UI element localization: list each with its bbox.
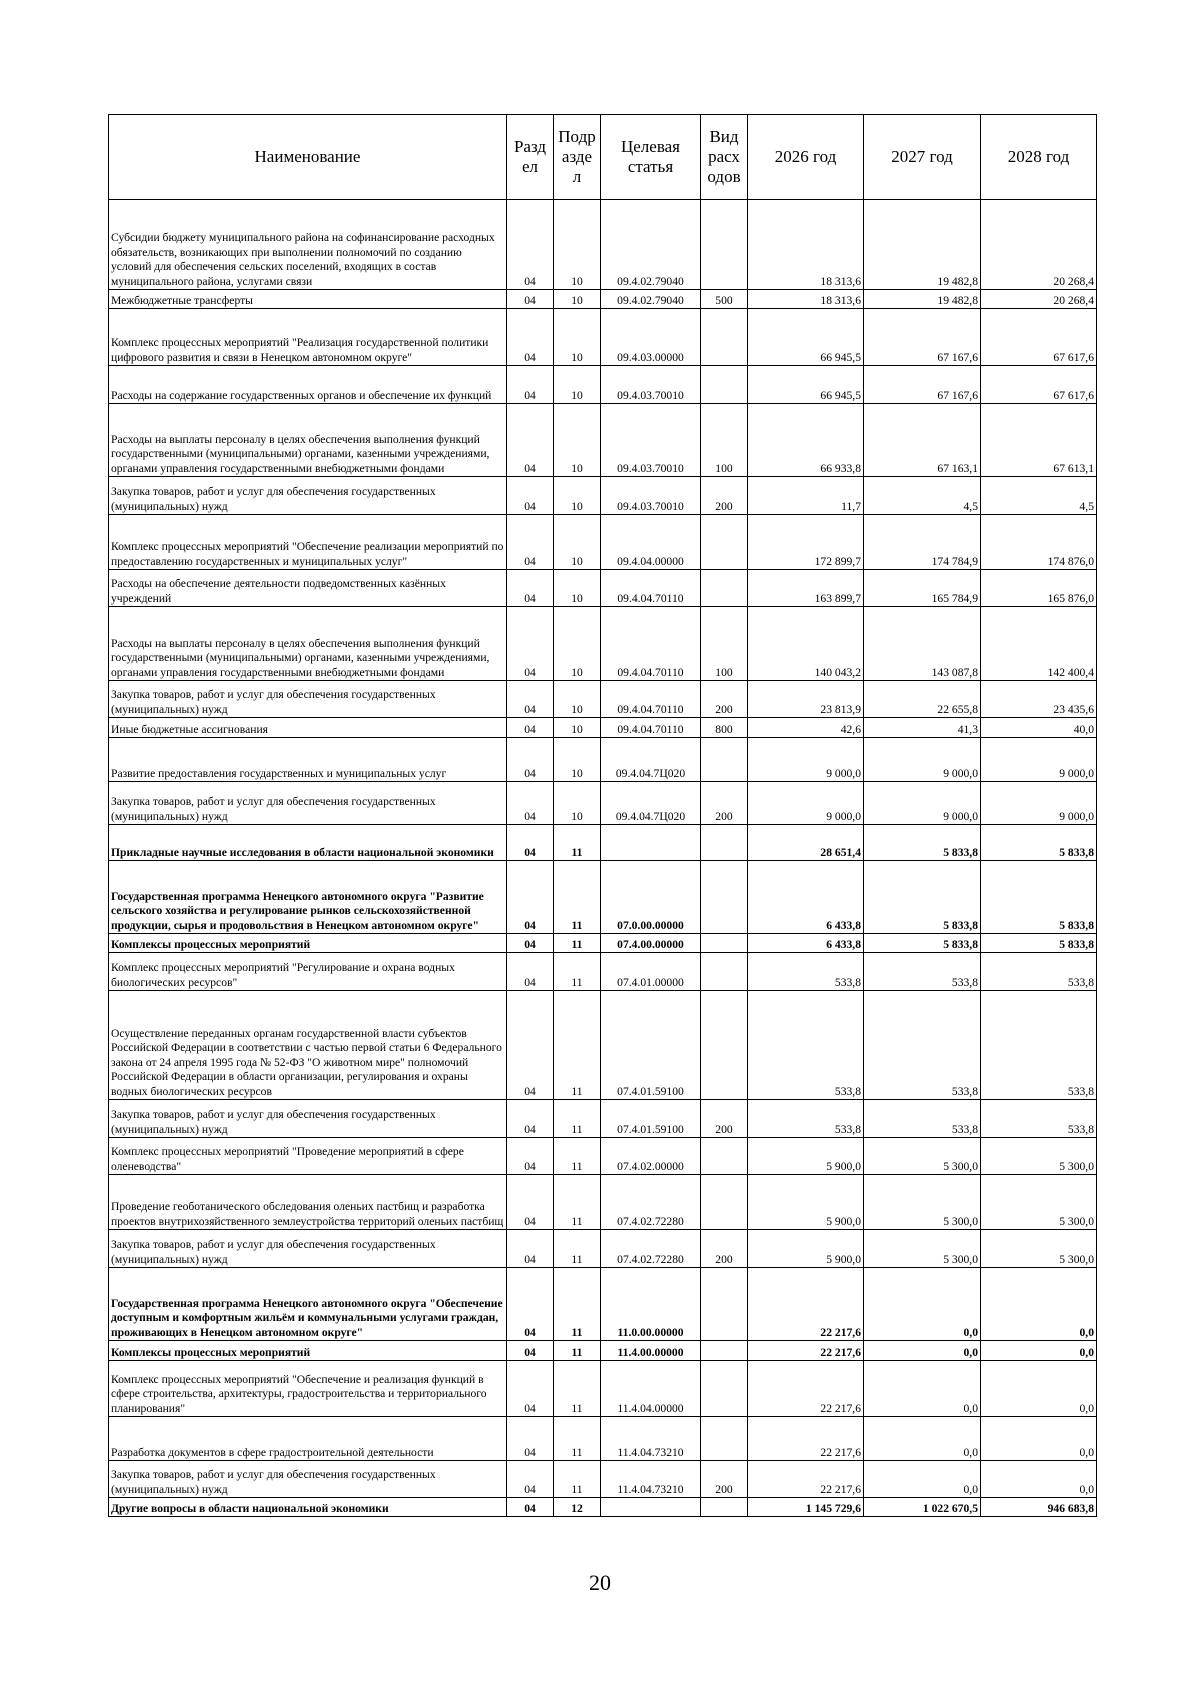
cell-year-2027: 67 163,1 [864, 404, 981, 477]
cell-expense-type: 100 [701, 404, 748, 477]
cell-year-2026: 18 313,6 [748, 290, 864, 309]
cell-name: Закупка товаров, работ и услуг для обеспечения государственных (муниципальных) нужд [109, 477, 507, 515]
cell-expense-type: 200 [701, 477, 748, 515]
cell-podrazdel: 11 [554, 1341, 601, 1361]
cell-year-2026: 66 933,8 [748, 404, 864, 477]
cell-year-2028: 533,8 [981, 1100, 1097, 1138]
cell-razdel: 04 [507, 477, 554, 515]
cell-year-2027: 174 784,9 [864, 515, 981, 570]
cell-year-2027: 533,8 [864, 953, 981, 991]
cell-year-2028: 0,0 [981, 1417, 1097, 1461]
budget-table [108, 114, 1097, 1517]
cell-year-2027: 0,0 [864, 1341, 981, 1361]
cell-razdel: 04 [507, 861, 554, 934]
cell-expense-type [701, 1268, 748, 1341]
cell-year-2027: 22 655,8 [864, 681, 981, 718]
table-row [109, 1138, 1097, 1175]
cell-year-2028: 4,5 [981, 477, 1097, 515]
cell-year-2028: 23 435,6 [981, 681, 1097, 718]
cell-year-2028: 67 617,6 [981, 309, 1097, 366]
cell-podrazdel: 11 [554, 1100, 601, 1138]
header-name: Наименование [109, 115, 507, 200]
cell-year-2028: 0,0 [981, 1361, 1097, 1417]
header-year-2028: 2028 год [981, 115, 1097, 200]
header-year-2027: 2027 год [864, 115, 981, 200]
cell-target-article: 07.4.02.72280 [601, 1230, 701, 1268]
cell-expense-type [701, 1341, 748, 1361]
cell-year-2027: 5 833,8 [864, 861, 981, 934]
cell-razdel: 04 [507, 953, 554, 991]
cell-year-2026: 22 217,6 [748, 1268, 864, 1341]
cell-expense-type [701, 570, 748, 607]
cell-podrazdel: 10 [554, 738, 601, 782]
cell-razdel: 04 [507, 1498, 554, 1517]
cell-expense-type [701, 1417, 748, 1461]
cell-year-2027: 5 300,0 [864, 1175, 981, 1230]
cell-year-2026: 163 899,7 [748, 570, 864, 607]
cell-year-2026: 66 945,5 [748, 366, 864, 404]
cell-name: Прикладные научные исследования в области национальной экономики [109, 825, 507, 861]
cell-razdel: 04 [507, 404, 554, 477]
table-header-row [109, 115, 1097, 200]
cell-target-article: 07.4.02.72280 [601, 1175, 701, 1230]
cell-name: Комплексы процессных мероприятий [109, 1341, 507, 1361]
cell-year-2027: 67 167,6 [864, 366, 981, 404]
cell-expense-type [701, 515, 748, 570]
table-body [109, 200, 1097, 1517]
cell-year-2028: 0,0 [981, 1341, 1097, 1361]
table-row [109, 953, 1097, 991]
cell-year-2028: 533,8 [981, 991, 1097, 1100]
table-row [109, 477, 1097, 515]
cell-name: Комплекс процессных мероприятий "Реализация государственной политики цифрового развития и связи в Ненецком автономном округе" [109, 309, 507, 366]
cell-name: Закупка товаров, работ и услуг для обеспечения государственных (муниципальных) нужд [109, 782, 507, 825]
table-row [109, 570, 1097, 607]
table-row [109, 366, 1097, 404]
cell-year-2026: 22 217,6 [748, 1341, 864, 1361]
page-number: 20 [589, 1570, 611, 1595]
cell-name: Комплекс процессных мероприятий "Проведение мероприятий в сфере оленеводства" [109, 1138, 507, 1175]
cell-expense-type [701, 366, 748, 404]
cell-year-2026: 28 651,4 [748, 825, 864, 861]
cell-target-article: 07.4.01.59100 [601, 991, 701, 1100]
cell-expense-type: 500 [701, 290, 748, 309]
cell-year-2028: 5 833,8 [981, 825, 1097, 861]
cell-razdel: 04 [507, 607, 554, 681]
cell-year-2028: 0,0 [981, 1268, 1097, 1341]
cell-name: Комплексы процессных мероприятий [109, 934, 507, 953]
cell-podrazdel: 10 [554, 718, 601, 738]
cell-year-2026: 533,8 [748, 1100, 864, 1138]
cell-year-2027: 5 833,8 [864, 825, 981, 861]
cell-year-2026: 533,8 [748, 991, 864, 1100]
cell-expense-type [701, 1498, 748, 1517]
cell-razdel: 04 [507, 782, 554, 825]
cell-target-article: 09.4.03.00000 [601, 309, 701, 366]
cell-podrazdel: 10 [554, 681, 601, 718]
cell-razdel: 04 [507, 309, 554, 366]
header-podrazdel: Подр азде л [554, 115, 601, 200]
cell-podrazdel: 11 [554, 953, 601, 991]
cell-year-2026: 22 217,6 [748, 1361, 864, 1417]
cell-year-2027: 533,8 [864, 991, 981, 1100]
cell-year-2027: 0,0 [864, 1268, 981, 1341]
cell-razdel: 04 [507, 1230, 554, 1268]
cell-name: Субсидии бюджету муниципального района на софинансирование расходных обязательств, возникающих при выполнении полномочий по созданию условий для обеспечения сельских поселений, входящих в состав муниципального района, услугами связи [109, 200, 507, 290]
cell-year-2028: 5 300,0 [981, 1230, 1097, 1268]
table-row [109, 1341, 1097, 1361]
cell-year-2027: 67 167,6 [864, 309, 981, 366]
cell-razdel: 04 [507, 738, 554, 782]
cell-podrazdel: 10 [554, 477, 601, 515]
cell-podrazdel: 11 [554, 1175, 601, 1230]
table-row [109, 861, 1097, 934]
table-row [109, 1175, 1097, 1230]
cell-name: Проведение геоботанического обследования оленьих пастбищ и разработка проектов внутрихозяйственного землеустройства территорий оленьих пастбищ [109, 1175, 507, 1230]
cell-target-article: 07.0.00.00000 [601, 861, 701, 934]
cell-podrazdel: 11 [554, 825, 601, 861]
cell-target-article: 11.4.04.73210 [601, 1461, 701, 1498]
cell-target-article: 09.4.04.7Ц020 [601, 782, 701, 825]
header-year-2026: 2026 год [748, 115, 864, 200]
cell-year-2026: 5 900,0 [748, 1175, 864, 1230]
cell-expense-type [701, 738, 748, 782]
cell-name: Государственная программа Ненецкого автономного округа "Развитие сельского хозяйства и регулирование рынков сельскохозяйственной продукции, сырья и продовольствия в Ненецком автономном округе" [109, 861, 507, 934]
cell-target-article [601, 825, 701, 861]
cell-year-2028: 0,0 [981, 1461, 1097, 1498]
cell-podrazdel: 10 [554, 607, 601, 681]
cell-target-article: 09.4.04.70110 [601, 718, 701, 738]
cell-year-2027: 4,5 [864, 477, 981, 515]
cell-target-article: 09.4.04.70110 [601, 570, 701, 607]
cell-razdel: 04 [507, 825, 554, 861]
table-row [109, 607, 1097, 681]
table-row [109, 515, 1097, 570]
cell-expense-type [701, 861, 748, 934]
table-row [109, 1268, 1097, 1341]
cell-year-2026: 5 900,0 [748, 1230, 864, 1268]
cell-year-2028: 67 617,6 [981, 366, 1097, 404]
cell-year-2026: 11,7 [748, 477, 864, 515]
cell-name: Развитие предоставления государственных и муниципальных услуг [109, 738, 507, 782]
cell-expense-type [701, 953, 748, 991]
cell-target-article: 09.4.04.70110 [601, 681, 701, 718]
cell-target-article: 07.4.02.00000 [601, 1138, 701, 1175]
table-row [109, 718, 1097, 738]
cell-year-2026: 6 433,8 [748, 861, 864, 934]
cell-name: Осуществление переданных органам государственной власти субъектов Российской Федерации в соответствии с частью первой статьи 6 Федерального закона от 24 апреля 1995 года № 52-ФЗ "О животном мире" полномочий Российской Федерации в области организации, регулирования и охраны водных биологических ресурсов [109, 991, 507, 1100]
cell-expense-type: 200 [701, 681, 748, 718]
cell-podrazdel: 10 [554, 366, 601, 404]
cell-podrazdel: 10 [554, 290, 601, 309]
table-row [109, 1361, 1097, 1417]
cell-target-article: 09.4.02.79040 [601, 200, 701, 290]
table-row [109, 290, 1097, 309]
cell-year-2027: 143 087,8 [864, 607, 981, 681]
cell-year-2026: 533,8 [748, 953, 864, 991]
cell-name: Расходы на обеспечение деятельности подведомственных казённых учреждений [109, 570, 507, 607]
cell-year-2027: 0,0 [864, 1461, 981, 1498]
cell-expense-type [701, 1361, 748, 1417]
table-row [109, 404, 1097, 477]
cell-year-2027: 19 482,8 [864, 200, 981, 290]
cell-podrazdel: 12 [554, 1498, 601, 1517]
table-row [109, 1417, 1097, 1461]
cell-name: Разработка документов в сфере градостроительной деятельности [109, 1417, 507, 1461]
cell-razdel: 04 [507, 1268, 554, 1341]
cell-expense-type: 200 [701, 782, 748, 825]
cell-year-2028: 9 000,0 [981, 782, 1097, 825]
cell-year-2026: 18 313,6 [748, 200, 864, 290]
cell-podrazdel: 11 [554, 1138, 601, 1175]
cell-year-2028: 5 300,0 [981, 1175, 1097, 1230]
cell-name: Межбюджетные трансферты [109, 290, 507, 309]
cell-target-article: 11.0.00.00000 [601, 1268, 701, 1341]
cell-expense-type [701, 1138, 748, 1175]
cell-year-2026: 23 813,9 [748, 681, 864, 718]
cell-year-2026: 1 145 729,6 [748, 1498, 864, 1517]
cell-name: Комплекс процессных мероприятий "Обеспечение реализации мероприятий по предоставлению государственных и муниципальных услуг" [109, 515, 507, 570]
cell-name: Закупка товаров, работ и услуг для обеспечения государственных (муниципальных) нужд [109, 1100, 507, 1138]
cell-year-2028: 40,0 [981, 718, 1097, 738]
cell-year-2026: 9 000,0 [748, 782, 864, 825]
cell-year-2028: 946 683,8 [981, 1498, 1097, 1517]
cell-target-article: 09.4.03.70010 [601, 404, 701, 477]
cell-razdel: 04 [507, 1361, 554, 1417]
cell-target-article: 11.4.04.00000 [601, 1361, 701, 1417]
cell-expense-type: 800 [701, 718, 748, 738]
cell-year-2028: 5 300,0 [981, 1138, 1097, 1175]
cell-year-2028: 67 613,1 [981, 404, 1097, 477]
cell-name: Расходы на выплаты персоналу в целях обеспечения выполнения функций государственными (муниципальными) органами, казенными учреждениями, органами управления государственными внебюджетными фондами [109, 404, 507, 477]
cell-year-2026: 22 217,6 [748, 1417, 864, 1461]
cell-name: Государственная программа Ненецкого автономного округа "Обеспечение доступным и комфортным жильём и коммунальными услугами граждан, проживающих в Ненецком автономном округе" [109, 1268, 507, 1341]
cell-razdel: 04 [507, 718, 554, 738]
cell-year-2027: 41,3 [864, 718, 981, 738]
cell-podrazdel: 10 [554, 200, 601, 290]
cell-podrazdel: 11 [554, 861, 601, 934]
table-row [109, 1230, 1097, 1268]
table-row [109, 1461, 1097, 1498]
cell-razdel: 04 [507, 1341, 554, 1361]
table-row [109, 825, 1097, 861]
cell-podrazdel: 11 [554, 1417, 601, 1461]
cell-year-2028: 533,8 [981, 953, 1097, 991]
cell-razdel: 04 [507, 200, 554, 290]
cell-year-2027: 165 784,9 [864, 570, 981, 607]
cell-year-2028: 5 833,8 [981, 861, 1097, 934]
cell-podrazdel: 11 [554, 934, 601, 953]
table-row [109, 681, 1097, 718]
cell-expense-type: 200 [701, 1461, 748, 1498]
cell-year-2026: 9 000,0 [748, 738, 864, 782]
cell-podrazdel: 11 [554, 1268, 601, 1341]
cell-expense-type: 200 [701, 1230, 748, 1268]
cell-year-2028: 9 000,0 [981, 738, 1097, 782]
cell-name: Закупка товаров, работ и услуг для обеспечения государственных (муниципальных) нужд [109, 1461, 507, 1498]
table-row [109, 1100, 1097, 1138]
cell-podrazdel: 10 [554, 782, 601, 825]
cell-year-2028: 20 268,4 [981, 290, 1097, 309]
table-row [109, 309, 1097, 366]
cell-razdel: 04 [507, 570, 554, 607]
cell-year-2026: 42,6 [748, 718, 864, 738]
header-expense-type: Вид расх одов [701, 115, 748, 200]
cell-year-2027: 1 022 670,5 [864, 1498, 981, 1517]
cell-name: Иные бюджетные ассигнования [109, 718, 507, 738]
cell-year-2028: 20 268,4 [981, 200, 1097, 290]
cell-target-article [601, 1498, 701, 1517]
cell-razdel: 04 [507, 515, 554, 570]
table-row [109, 782, 1097, 825]
cell-target-article: 11.4.04.73210 [601, 1417, 701, 1461]
table-row [109, 200, 1097, 290]
cell-year-2026: 6 433,8 [748, 934, 864, 953]
cell-podrazdel: 10 [554, 570, 601, 607]
cell-name: Закупка товаров, работ и услуг для обеспечения государственных (муниципальных) нужд [109, 1230, 507, 1268]
cell-year-2027: 9 000,0 [864, 782, 981, 825]
table-row [109, 934, 1097, 953]
header-razdel: Разд ел [507, 115, 554, 200]
cell-razdel: 04 [507, 1138, 554, 1175]
cell-target-article: 11.4.00.00000 [601, 1341, 701, 1361]
cell-name: Комплекс процессных мероприятий "Обеспечение и реализация функций в сфере строительства, архитектуры, градостроительства и территориального планирования" [109, 1361, 507, 1417]
cell-razdel: 04 [507, 1417, 554, 1461]
cell-podrazdel: 11 [554, 1461, 601, 1498]
cell-target-article: 09.4.04.00000 [601, 515, 701, 570]
header-target-article: Целевая статья [601, 115, 701, 200]
cell-target-article: 07.4.01.00000 [601, 953, 701, 991]
cell-year-2027: 533,8 [864, 1100, 981, 1138]
cell-razdel: 04 [507, 991, 554, 1100]
cell-target-article: 07.4.00.00000 [601, 934, 701, 953]
cell-expense-type: 100 [701, 607, 748, 681]
cell-year-2026: 5 900,0 [748, 1138, 864, 1175]
cell-podrazdel: 11 [554, 1230, 601, 1268]
cell-razdel: 04 [507, 1175, 554, 1230]
cell-target-article: 07.4.01.59100 [601, 1100, 701, 1138]
cell-name: Расходы на содержание государственных органов и обеспечение их функций [109, 366, 507, 404]
cell-year-2027: 5 300,0 [864, 1138, 981, 1175]
cell-year-2027: 0,0 [864, 1417, 981, 1461]
cell-target-article: 09.4.04.70110 [601, 607, 701, 681]
cell-expense-type [701, 934, 748, 953]
cell-year-2026: 172 899,7 [748, 515, 864, 570]
cell-year-2028: 142 400,4 [981, 607, 1097, 681]
cell-name: Комплекс процессных мероприятий "Регулирование и охрана водных биологических ресурсов" [109, 953, 507, 991]
cell-name: Закупка товаров, работ и услуг для обеспечения государственных (муниципальных) нужд [109, 681, 507, 718]
cell-year-2026: 22 217,6 [748, 1461, 864, 1498]
cell-target-article: 09.4.03.70010 [601, 477, 701, 515]
cell-year-2028: 5 833,8 [981, 934, 1097, 953]
cell-expense-type [701, 200, 748, 290]
cell-expense-type: 200 [701, 1100, 748, 1138]
cell-target-article: 09.4.02.79040 [601, 290, 701, 309]
cell-expense-type [701, 991, 748, 1100]
cell-target-article: 09.4.03.70010 [601, 366, 701, 404]
cell-podrazdel: 11 [554, 991, 601, 1100]
cell-podrazdel: 10 [554, 515, 601, 570]
cell-target-article: 09.4.04.7Ц020 [601, 738, 701, 782]
table-row [109, 1498, 1097, 1517]
cell-razdel: 04 [507, 366, 554, 404]
cell-podrazdel: 10 [554, 309, 601, 366]
cell-name: Другие вопросы в области национальной экономики [109, 1498, 507, 1517]
cell-year-2027: 9 000,0 [864, 738, 981, 782]
cell-expense-type [701, 309, 748, 366]
cell-year-2027: 19 482,8 [864, 290, 981, 309]
cell-name: Расходы на выплаты персоналу в целях обеспечения выполнения функций государственными (муниципальными) органами, казенными учреждениями, органами управления государственными внебюджетными фондами [109, 607, 507, 681]
cell-year-2027: 5 300,0 [864, 1230, 981, 1268]
cell-podrazdel: 11 [554, 1361, 601, 1417]
cell-razdel: 04 [507, 290, 554, 309]
cell-year-2027: 0,0 [864, 1361, 981, 1417]
table-row [109, 991, 1097, 1100]
cell-expense-type [701, 825, 748, 861]
table-row [109, 738, 1097, 782]
cell-razdel: 04 [507, 681, 554, 718]
cell-podrazdel: 10 [554, 404, 601, 477]
cell-razdel: 04 [507, 934, 554, 953]
cell-year-2026: 140 043,2 [748, 607, 864, 681]
cell-razdel: 04 [507, 1100, 554, 1138]
cell-razdel: 04 [507, 1461, 554, 1498]
cell-expense-type [701, 1175, 748, 1230]
cell-year-2026: 66 945,5 [748, 309, 864, 366]
cell-year-2028: 174 876,0 [981, 515, 1097, 570]
cell-year-2027: 5 833,8 [864, 934, 981, 953]
cell-year-2028: 165 876,0 [981, 570, 1097, 607]
